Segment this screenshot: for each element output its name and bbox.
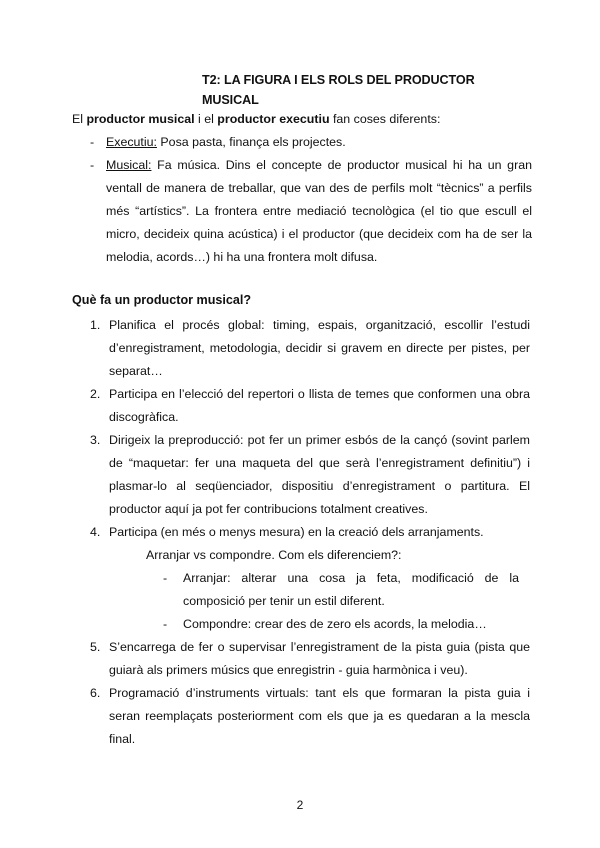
sub-list-item [163,613,519,636]
item-text: Programació d’instruments virtuals: tant els que formaran la pista guia i seran reemplaçats posteriorment com els que ja es quedaran a la mescla final. [109,686,530,746]
dash-bullet: - [163,571,168,585]
intro-pre: El [72,112,87,126]
list-item [90,314,530,383]
page-number: 2 [296,798,304,812]
sub-list-item [163,567,519,613]
role-text: Fa música. Dins el concepte de productor musical hi ha un gran ventall de manera de treballar, que van des de perfils molt “tècnics” a perfils més “artístics”. La frontera entre mediació tecnològica (el tio que escull el micro, decideix quina acústica) i el productor (que decideix com ha de ser la melodia, acords…) hi ha una frontera molt difusa. [106,158,532,264]
intro-paragraph [72,108,532,131]
intro-bold-executive: productor executiu [217,112,330,126]
role-label: Musical: [106,158,152,172]
list-item [90,383,530,429]
section-heading: Què fa un productor musical? [72,293,252,307]
list-item [90,521,530,544]
item-number: 5. [90,640,101,654]
item-text: S’encarrega de fer o supervisar l’enregistrament de la pista guia (pista que guiarà als primers músics que enregistrin - guia harmònica i veu). [109,640,530,677]
sub-item-text: Compondre: crear des de zero els acords, la melodia… [183,617,487,631]
roles-list [72,131,532,269]
sub-item-text: Arranjar: alterar una cosa ja feta, modificació de la composició per tenir un estil diferent. [183,571,519,608]
intro-bold-producer: productor musical [86,112,195,126]
role-item-executive [72,131,532,154]
dash-bullet: - [163,617,168,631]
list-item [90,682,530,751]
intro-mid: i el [194,112,218,126]
item-text: Planifica el procés global: timing, espais, organització, escollir l’estudi d’enregistrament, metodologia, decidir si gravem en directe per pistes, per separat… [109,318,530,378]
page-title: T2: LA FIGURA I ELS ROLS DEL PRODUCTOR MUSICAL [202,73,475,107]
list-item [90,636,530,682]
role-text: Posa pasta, finança els projectes. [156,135,346,149]
dash-bullet: - [90,158,95,172]
item-number: 4. [90,525,101,539]
list-item [90,429,530,521]
intro-post: fan coses diferents: [329,112,441,126]
item-text: Participa (en més o menys mesura) en la creació dels arranjaments. [109,525,484,539]
item-text: Participa en l’elecció del repertori o llista de temes que conformen una obra discogràfica. [109,387,530,424]
item-number: 1. [90,318,101,332]
arrange-vs-compose-list [163,567,519,636]
tasks-list [90,314,530,751]
item-number: 6. [90,686,101,700]
item-text: Dirigeix la preproducció: pot fer un primer esbós de la cançó (sovint parlem de “maquetar: fer una maqueta del que serà l’enregistrament definitiu”) i plasmar-lo al seqüenciador, dispositiu d’enregistrament o partitura. El productor aquí ja pot fer contribucions totalment creatives. [109,433,530,516]
role-item-musical [72,154,532,269]
arrange-vs-compose-intro: Arranjar vs compondre. Com els diferenciem?: [146,548,402,562]
item-number: 3. [90,433,101,447]
role-label: Executiu: [106,135,157,149]
item-number: 2. [90,387,101,401]
dash-bullet: - [90,135,95,149]
